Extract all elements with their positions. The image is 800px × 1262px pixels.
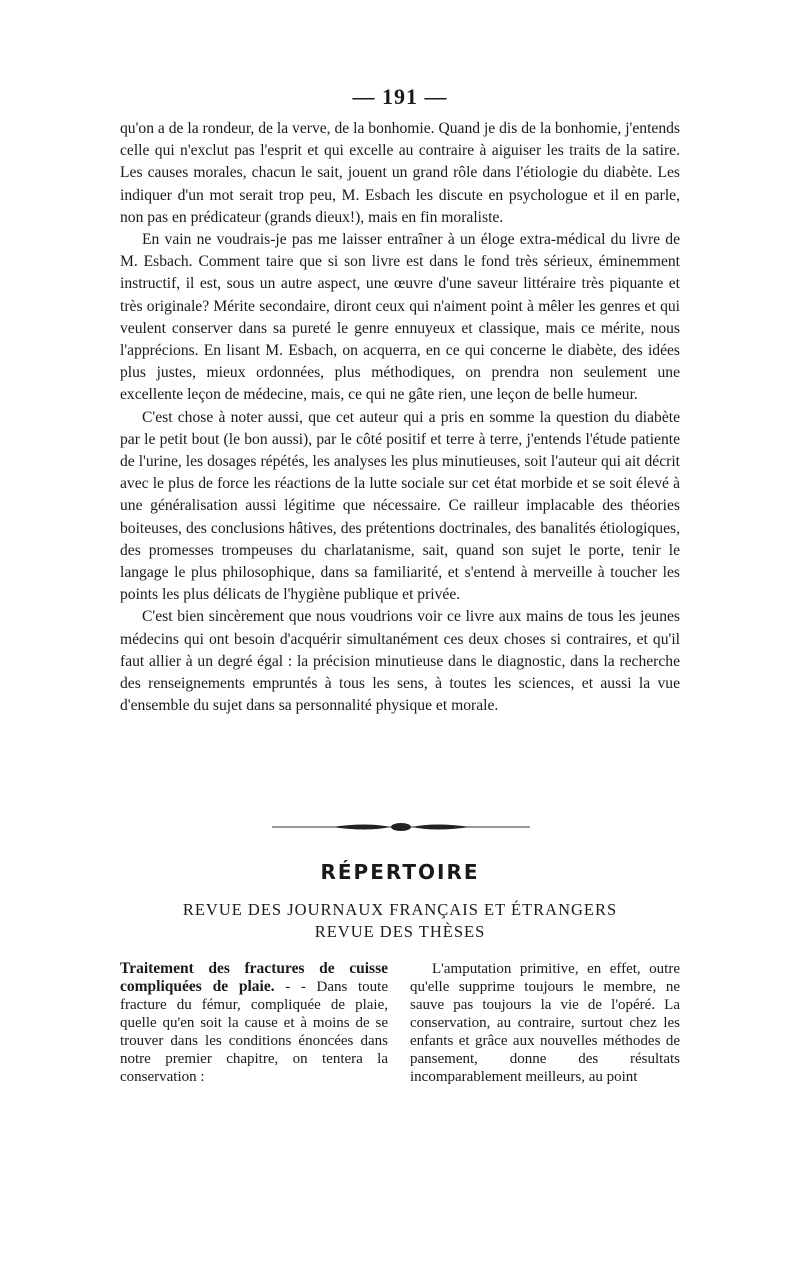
article-heading: Traitement des fractures de cuisse compliquées de plaie. — [120, 960, 388, 995]
paragraph: qu'on a de la rondeur, de la verve, de la bonhomie. Quand je dis de la bonhomie, j'entends celle qui n'exclut pas l'esprit et qui excelle au contraire à aiguiser les traits de la satire. Les causes morales, chacun le sait, jouent un grand rôle dans l'étiologie du diabète. Les indiquer d'un mot serait trop peu, M. Esbach les discute en psychologue et il en parle, non pas en prédicateur (grands dieux!), mais en fin moraliste. — [120, 120, 680, 226]
paragraph: C'est chose à noter aussi, que cet auteur qui a pris en somme la question du diabète par le petit bout (le bon aussi), par le côté positif et terre à terre, j'entends l'étude patiente de l'urine, les dosages répétés, les analyses les plus minutieuses, soit l'auteur qui ait décrit avec le plus de force les réactions de la lutte sociale sur cet état morbide et se soit élevé à une généralisation aussi légitime que nécessaire. Ce railleur implacable des théories boiteuses, des conclusions hâtives, des prétentions doctrinales, des banalités étiologiques, des promesses trompeuses du charlatanisme, sait, quand son sujet le porte, tenir le langage le plus philosophique, dans sa familiarité, et s'entend à merveille à toucher les points les plus délicats de l'hygiène publique et privée. — [120, 408, 680, 604]
right-column — [410, 960, 680, 1086]
article-text: - - Dans toute fracture du fémur, compliquée de plaie, quelle qu'en soit la cause et à moins de se trouver dans les conditions énoncées dans notre premier chapitre, on tentera la conservation : — [120, 979, 388, 1085]
paragraph: C'est bien sincèrement que nous voudrions voir ce livre aux mains de tous les jeunes médecins qui ont besoin d'acquérir simultanément ces deux choses si contraires, et qu'il faut allier à un degré égal : la précision minutieuse dans le diagnostic, dans la recherche des renseignements empruntés à tous les sens, à toutes les sciences, et aussi la vue d'ensemble du sujet dans sa personnalité physique et morale. — [120, 608, 680, 715]
main-text — [120, 118, 680, 717]
ornamental-divider — [272, 820, 530, 834]
page-number: — 191 — — [352, 84, 448, 109]
section-title: RÉPERTOIRE — [320, 860, 480, 884]
section-subtitle: REVUE DES THÈSES — [314, 922, 486, 941]
paragraph: En vain ne voudrais-je pas me laisser entraîner à un éloge extra-médical du livre de M. Esbach. Comment taire que si son livre est dans le fond très sérieux, éminemment instructif, il est, sous un autre aspect, une œuvre d'une saveur littéraire très piquante et très originale? Mérite secondaire, diront ceux qui n'aiment point à mêler les genres et qui veulent conserver dans sa pureté le genre ennuyeux et classique, mais ce mérite, nous l'apprécions. En lisant M. Esbach, on acquerra, en ce qui concerne le diabète, des idées plus justes, mieux ordonnées, plus méthodiques, on prendra non seulement une excellente leçon de médecine, mais, ce qui ne gâte rien, une leçon de belle humeur. — [120, 231, 680, 404]
section-subtitle: REVUE DES JOURNAUX FRANÇAIS ET ÉTRANGERS — [182, 900, 618, 919]
left-column — [120, 960, 388, 1086]
right-column-paragraph: L'amputation primitive, en effet, outre qu'elle supprime toujours le membre, ne sauve pas toujours la vie de l'opéré. La conservation, au contraire, surtout chez les enfants et grâce aux nouvelles méthodes de pansement, donne des résultats incomparablement meilleurs, au point — [410, 961, 680, 1085]
left-column-paragraph — [120, 960, 388, 1086]
